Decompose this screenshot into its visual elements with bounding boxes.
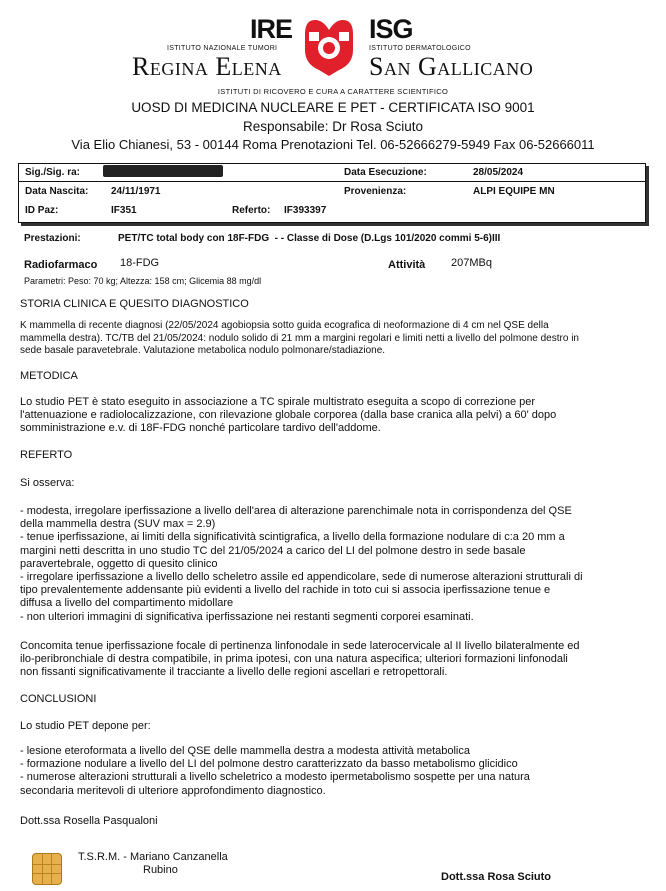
box-divider [19,181,645,182]
name-label: Sig./Sig. ra: [25,167,81,178]
storia-title: STORIA CLINICA E QUESITO DIAGNOSTICO [20,298,249,310]
department-title: UOSD DI MEDICINA NUCLEARE E PET - CERTIFICATA ISO 9001 [131,100,535,115]
sim-chip-icon [32,853,62,885]
prestazioni-label: Prestazioni: [24,233,81,244]
institute-line: ISTITUTI DI RICOVERO E CURA A CARATTERE SCIENTIFICO [217,87,449,96]
finding-line: - non ulteriori immagini di significativa iperfissazione nei restanti segmenti corporei esaminati. [20,610,474,623]
birth-value: 24/11/1971 [111,186,161,197]
finding-line: diffusa a livello del compartimento midollare [20,597,234,610]
depone: Lo studio PET depone per: [20,720,151,732]
conclusion-text [20,745,650,798]
referto-title: REFERTO [20,449,73,461]
report-author: Dott.ssa Rosella Pasqualoni [20,815,158,827]
metodica-title: METODICA [20,370,78,382]
radiofarmaco-label: Radiofarmaco [24,259,98,271]
finding-line: - tenue iperfissazione, ai limiti della significatività scintigrafica, a livello della formazione nodulare di c:a 20 mm a [20,531,565,544]
conclusion-line: - lesione eteroformata a livello del QSE delle mammella destra a modesta attività metabolica [20,745,470,757]
finding-line: - modesta, irregolare iperfissazione a livello dell'area di alterazione parenchimale nota in corrispondenza del QSE [20,505,572,517]
conclusion-line: - numerose alterazioni strutturali a livello scheletrico a modesto ipermetabolismo sospette per una natura [20,771,530,784]
exam-date-label: Data Esecuzione: [344,167,427,178]
isg-name: San Gallicano [369,52,534,81]
si-osserva: Si osserva: [20,477,75,489]
signature: Dott.ssa Rosa Sciuto [441,871,552,883]
ire-subtitle: ISTITUTO NAZIONALE TUMORI [167,45,278,52]
origin-label: Provenienza: [344,186,407,197]
metodica-text [20,396,650,436]
lymph-line: Concomita tenue iperfissazione focale di pertinenza linfonodale in sede laterocervicale al II livello bilateralmente ed [20,640,580,652]
radiofarmaco-value: 18-FDG [120,257,160,269]
storia-line: K mammella di recente diagnosi (22/05/2024 agobiopsia sotto guida ecografica di neoformazione di 4 cm nel QSE della [20,320,549,331]
referto-value: IF393397 [284,205,327,216]
storia-line: sede basale paravetebrale. Valutazione metabolica nodulo polmonare/stadiazione. [20,345,386,356]
tsrm-line1: T.S.R.M. - Mariano Canzanella [78,851,228,863]
attivita-value: 207MBq [451,257,492,269]
metodica-line: Lo studio PET è stato eseguito in associazione a TC spirale multistrato eseguita a scopo di correzione per [20,396,536,408]
address: Via Elio Chianesi, 53 - 00144 Roma Prenotazioni Tel. 06-52666279-5949 Fax 06-52666011 [71,137,595,152]
finding-line: tipo prevalentemente addensante più evidenti a livello del rachide in toto cui si associa iperfissazione tenue e [20,584,551,597]
birth-label: Data Nascita: [25,186,89,197]
ire-isg-logo-icon [299,14,359,78]
ire-logo-text: IRE [250,14,293,44]
isg-logo-text: ISG [369,14,413,44]
origin-value: ALPI EQUIPE MN [473,186,555,197]
metodica-line: somministrazione e.v. di 18F-FDG nonché particolare tardivo dell'addome. [20,422,381,435]
storia-line: mammella destra). TC/TB del 21/05/2024: nodulo solido di 21 mm a margini regolari e limiti netti a livello del polmone destro in [20,332,579,344]
finding-line: - irregolare iperfissazione a livello dello scheletro assile ed appendicolare, sede di numerose alterazioni strutturali di [20,571,583,584]
finding-line: paravertebrale, oggetto di quesito clinico [20,557,218,570]
ire-name: Regina Elena [132,52,282,81]
lymph-line: ilo-peribronchiale di destra compatibile, in prima ipotesi, con una natura aspecifica; ulteriori formazioni linfonodali [20,653,568,666]
patient-info-box [18,163,646,223]
finding-line: della mammella destra (SUV max = 2.9) [20,518,216,531]
storia-text [20,320,650,358]
metodica-line: l'attenuazione e radiolocalizzazione, con rilevazione globale corporea (dalla base cranica alla pelvi) a 60' dopo [20,409,557,422]
conclusion-line: - formazione nodulare a livello del LI del polmone destro caratterizzato da basso metabolismo glicidico [20,758,518,771]
redacted-name [103,165,223,177]
finding-line: margini netti descritta in uno studio TC del 21/05/2024 a carico del LI del polmone destro in sede basale [20,544,526,557]
parametri: Parametri: Peso: 70 kg; Altezza: 158 cm; Glicemia 88 mg/dl [24,276,262,286]
conclusioni-title: CONCLUSIONI [20,693,97,705]
lymph-text [20,640,650,680]
exam-date-value: 28/05/2024 [473,167,524,178]
prestazioni-value: PET/TC total body con 18F-FDG - - Classe di Dose (D.Lgs 101/2020 commi 5-6)III [118,233,501,244]
findings-text [20,505,650,624]
id-value: IF351 [111,205,137,216]
attivita-label: Attività [388,259,426,271]
isg-subtitle: ISTITUTO DERMATOLOGICO [369,45,471,52]
id-label: ID Paz: [25,205,59,216]
lymph-line: non fissanti significativamente il tracciante a livello delle regioni ascellari e retropettorali. [20,666,448,679]
conclusion-line: secondaria meritevoli di ulteriore approfondimento diagnostico. [20,784,326,797]
responsible: Responsabile: Dr Rosa Sciuto [242,119,424,134]
tsrm-line2: Rubino [143,864,178,876]
referto-label: Referto: [232,205,271,216]
